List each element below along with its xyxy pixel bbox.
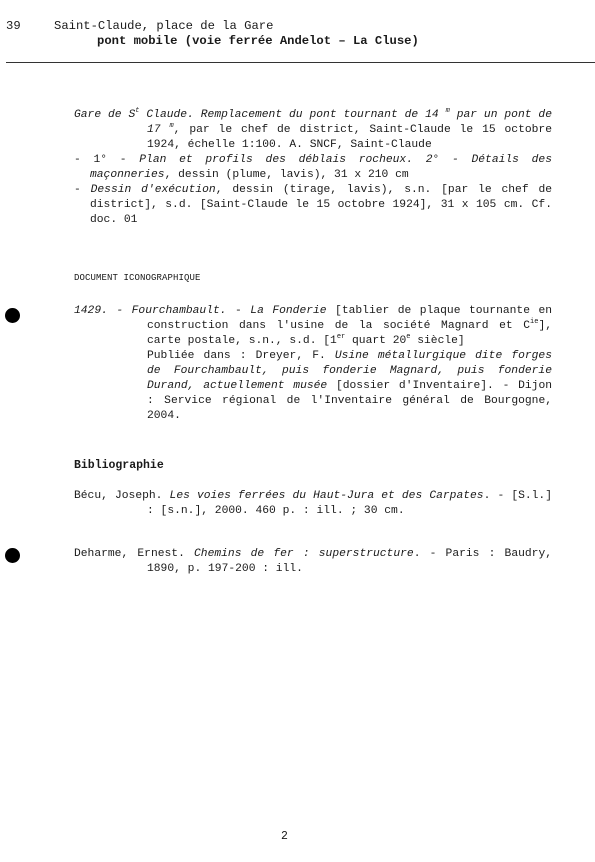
margin-bullet xyxy=(5,548,20,563)
bibliography-ref-2-text: Deharme, Ernest. Chemins de fer : superstructure. - Paris : Baudry, 1890, p. 197-200 : ill. xyxy=(74,548,552,575)
subject-heading: pont mobile (voie ferrée Andelot – La Cluse) xyxy=(97,34,419,48)
entry-number: 39 xyxy=(6,19,21,33)
bibliography-ref-1-text: Bécu, Joseph. Les voies ferrées du Haut-Jura et des Carpates. - [S.l.] : [s.n.], 2000. 460 p. : ill. ; 30 cm. xyxy=(74,490,552,517)
archive-record-item-2: - Dessin d'exécution, dessin (tirage, lavis), s.n. [par le chef de district], s.d. [Saint-Claude le 15 octobre 1924], 31 x 105 cm. Cf. doc. 01 xyxy=(74,184,553,226)
page-number: 2 xyxy=(281,830,288,843)
bibliography-ref-2 xyxy=(74,547,552,577)
iconographic-record xyxy=(74,304,552,424)
bibliography-ref-1 xyxy=(74,489,552,519)
section-label-iconographic: DOCUMENT ICONOGRAPHIQUE xyxy=(74,273,201,283)
archive-record-main: Gare de $S^t$ Claude. Remplacement du pont tournant de 14 $^m$ par un pont de 17 $^m$, par le chef de district, Saint-Claude le 15 octobre 1924, échelle 1:100. A. SNCF, Saint-Claude xyxy=(74,107,552,151)
margin-bullet xyxy=(5,308,20,323)
header-divider xyxy=(6,62,595,63)
iconographic-record-main: 1429. - Fourchambault. - La Fonderie [tablier de plaque tournante en construction dans l'usine de la société Magnard et $C^{ie}$], carte postale, s.n., s.d. [1er quart 20e siècle] xyxy=(74,305,553,347)
place-heading: Saint-Claude, place de la Gare xyxy=(54,19,274,33)
bibliography-title: Bibliographie xyxy=(74,459,164,472)
archive-record xyxy=(74,108,552,228)
iconographic-record-publication: Publiée dans : Dreyer, F. Usine métallurgique dite forges de Fourchambault, puis fonderie Magnard, puis fonderie Durand, actuellement musée [dossier d'Inventaire]. - Dijon : Service régional de l'Inventaire général de Bourgogne, 2004. xyxy=(147,350,553,422)
archive-record-item-1: - 1° - Plan et profils des déblais rocheux. 2° - Détails des maçonneries, dessin (plume, lavis), 31 x 210 cm xyxy=(74,154,552,181)
